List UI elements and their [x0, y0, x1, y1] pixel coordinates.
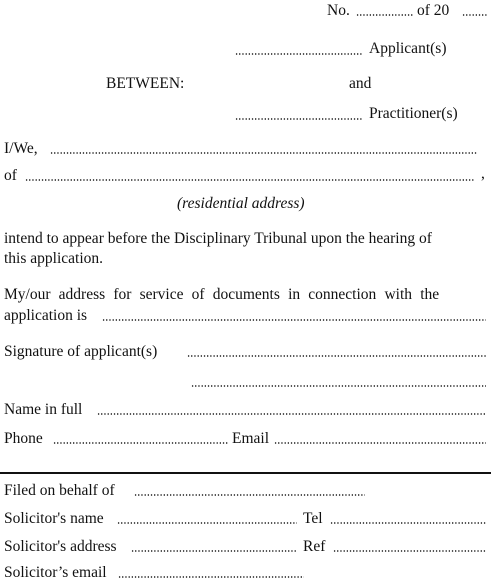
- name-in-full-field[interactable]: [97, 413, 486, 415]
- case-year-field[interactable]: [462, 14, 488, 16]
- email-field[interactable]: [274, 442, 486, 444]
- solicitor-email-label: Solicitor’s email: [4, 564, 107, 581]
- solicitor-email-field[interactable]: [118, 576, 304, 578]
- signature-field-1[interactable]: [187, 355, 486, 357]
- solicitor-address-label: Solicitor's address: [4, 538, 117, 555]
- section-divider: [0, 472, 491, 474]
- service-address-field[interactable]: [102, 319, 486, 321]
- name-in-full-label: Name in full: [4, 401, 83, 418]
- iwe-label: I/We,: [4, 140, 38, 157]
- address-comma: ,: [481, 165, 485, 182]
- tel-field[interactable]: [330, 522, 486, 524]
- of-label: of: [4, 167, 17, 184]
- signature-label: Signature of applicant(s): [4, 343, 158, 360]
- name-field[interactable]: [50, 152, 478, 154]
- applicants-label: Applicant(s): [369, 40, 447, 57]
- between-label: BETWEEN:: [106, 75, 185, 92]
- phone-label: Phone: [4, 430, 43, 447]
- filed-on-behalf-field[interactable]: [134, 494, 365, 496]
- solicitor-address-field[interactable]: [131, 550, 297, 552]
- service-address-text-line1: My/our address for service of documents in connection with the: [4, 286, 440, 303]
- solicitor-name-label: Solicitor's name: [4, 510, 104, 527]
- solicitor-name-field[interactable]: [117, 522, 297, 524]
- applicants-field[interactable]: [235, 53, 363, 55]
- practitioners-field[interactable]: [235, 118, 363, 120]
- case-year-label: of 20: [417, 2, 450, 19]
- case-number-field[interactable]: [356, 14, 414, 16]
- residential-address-caption: (residential address): [177, 195, 305, 212]
- filed-on-behalf-label: Filed on behalf of: [4, 482, 115, 499]
- intend-text-line1: intend to appear before the Disciplinary Tribunal upon the hearing of: [4, 230, 432, 247]
- signature-field-2[interactable]: [191, 385, 486, 387]
- service-address-label: application is: [4, 307, 88, 324]
- email-label: Email: [232, 430, 270, 447]
- and-label: and: [349, 75, 372, 92]
- practitioners-label: Practitioner(s): [369, 105, 458, 122]
- phone-field[interactable]: [53, 442, 229, 444]
- ref-field[interactable]: [333, 550, 486, 552]
- ref-label: Ref: [303, 538, 326, 555]
- residential-address-field[interactable]: [25, 179, 474, 181]
- case-number-label: No.: [327, 2, 350, 19]
- intend-text-line2: this application.: [4, 250, 104, 267]
- tel-label: Tel: [303, 510, 323, 527]
